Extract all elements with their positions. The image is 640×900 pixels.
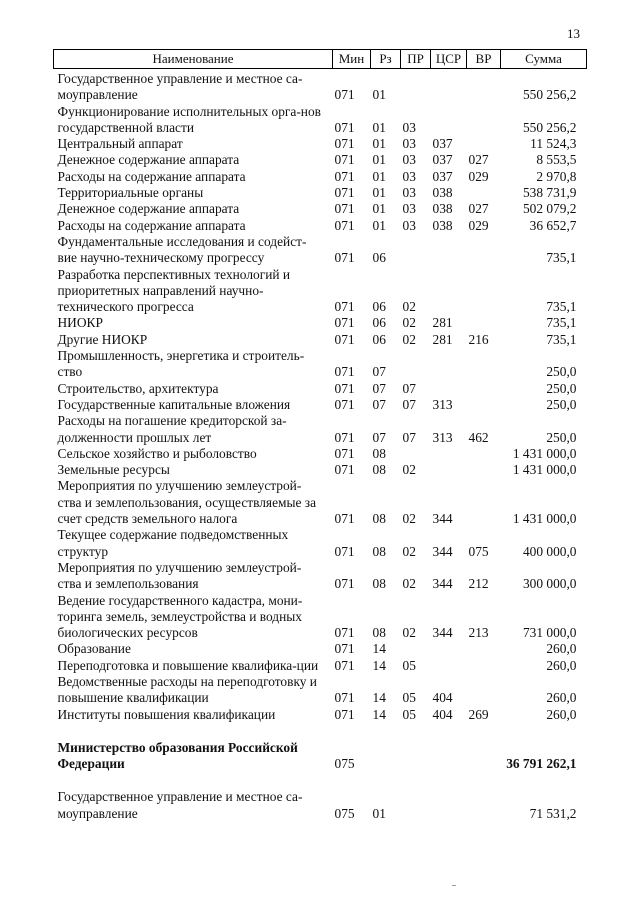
row-pr: 02 bbox=[402, 299, 416, 315]
row-sum: 260,0 bbox=[546, 690, 577, 706]
row-sum: 731 000,0 bbox=[522, 625, 577, 641]
budget-table bbox=[53, 49, 587, 822]
row-sum: 1 431 000,0 bbox=[512, 511, 577, 527]
row-name: Разработка перспективных технологий и приоритетных направлений научно-технического прогресса bbox=[57, 266, 291, 315]
row-name: Функционирование исполнительных орга-нов государственной власти bbox=[57, 103, 321, 135]
row-min: 071 bbox=[334, 690, 355, 706]
row-pr: 02 bbox=[402, 315, 416, 331]
row-vr bbox=[467, 674, 501, 707]
row-sum: 1 431 000,0 bbox=[512, 462, 577, 478]
row-csr: 344 bbox=[432, 511, 453, 527]
row-csr bbox=[431, 641, 467, 657]
row-pr: 03 bbox=[402, 185, 416, 201]
row-pr bbox=[401, 740, 431, 773]
row-sum: 1 431 000,0 bbox=[512, 445, 577, 461]
row-rz: 06 bbox=[372, 315, 386, 331]
table-row bbox=[54, 169, 587, 185]
row-csr bbox=[431, 348, 467, 381]
row-name: Министерство образования Российской Федерации bbox=[57, 739, 298, 772]
row-pr: 02 bbox=[402, 625, 416, 641]
row-vr bbox=[467, 104, 501, 137]
row-vr: 029 bbox=[468, 168, 489, 184]
row-min: 071 bbox=[334, 315, 355, 331]
row-pr: 05 bbox=[402, 690, 416, 706]
table-row bbox=[54, 413, 587, 446]
row-name: Институты повышения квалификации bbox=[57, 706, 276, 722]
row-rz: 01 bbox=[372, 805, 386, 821]
table-header-row bbox=[54, 50, 587, 69]
row-vr bbox=[467, 381, 501, 397]
row-vr bbox=[467, 315, 501, 331]
table-row bbox=[54, 397, 587, 413]
row-vr bbox=[467, 446, 501, 462]
row-sum: 11 524,3 bbox=[530, 136, 577, 152]
row-rz bbox=[371, 740, 401, 773]
row-csr: 281 bbox=[432, 331, 453, 347]
column-header-pr: ПР bbox=[401, 50, 431, 69]
table-row bbox=[54, 136, 587, 152]
row-min: 071 bbox=[334, 201, 355, 217]
row-pr: 03 bbox=[402, 217, 416, 233]
spacer-row bbox=[54, 723, 587, 740]
row-rz: 08 bbox=[372, 543, 386, 559]
row-vr: 462 bbox=[468, 429, 489, 445]
row-name: Государственное управление и местное са-моуправление bbox=[57, 71, 303, 103]
row-vr bbox=[467, 267, 501, 316]
row-pr: 02 bbox=[402, 462, 416, 478]
row-rz: 14 bbox=[372, 641, 386, 657]
row-rz: 07 bbox=[372, 429, 386, 445]
row-csr: 344 bbox=[432, 576, 453, 592]
row-vr bbox=[467, 234, 501, 267]
row-vr: 029 bbox=[468, 217, 489, 233]
row-sum: 400 000,0 bbox=[522, 543, 577, 559]
row-vr bbox=[467, 69, 501, 104]
row-pr: 05 bbox=[402, 657, 416, 673]
row-sum: 250,0 bbox=[546, 380, 577, 396]
row-rz: 01 bbox=[372, 168, 386, 184]
table-row bbox=[54, 152, 587, 168]
row-vr bbox=[467, 136, 501, 152]
row-rz: 01 bbox=[372, 185, 386, 201]
row-rz: 14 bbox=[372, 690, 386, 706]
row-min: 071 bbox=[334, 396, 355, 412]
table-row bbox=[54, 201, 587, 217]
row-name: Расходы на погашение кредиторской за-долженности прошлых лет bbox=[57, 413, 287, 445]
row-min: 071 bbox=[334, 429, 355, 445]
row-pr bbox=[401, 641, 431, 657]
row-pr: 02 bbox=[402, 511, 416, 527]
row-min: 075 bbox=[334, 756, 355, 772]
row-rz: 08 bbox=[372, 576, 386, 592]
row-vr bbox=[467, 658, 501, 674]
table-row bbox=[54, 234, 587, 267]
row-min: 071 bbox=[334, 119, 355, 135]
row-sum: 250,0 bbox=[546, 429, 577, 445]
row-csr: 404 bbox=[432, 690, 453, 706]
table-row bbox=[54, 381, 587, 397]
row-csr: 037 bbox=[432, 168, 453, 184]
row-rz: 07 bbox=[372, 380, 386, 396]
row-pr: 03 bbox=[402, 168, 416, 184]
row-min: 071 bbox=[334, 364, 355, 380]
row-csr: 404 bbox=[432, 706, 453, 722]
row-name: Текущее содержание подведомственных структур bbox=[57, 527, 289, 559]
table-row bbox=[54, 707, 587, 723]
row-sum: 538 731,9 bbox=[522, 185, 577, 201]
row-vr: 212 bbox=[468, 576, 489, 592]
row-sum: 260,0 bbox=[546, 706, 577, 722]
row-vr: 216 bbox=[468, 331, 489, 347]
row-csr: 037 bbox=[432, 136, 453, 152]
row-min: 071 bbox=[334, 462, 355, 478]
table-row bbox=[54, 560, 587, 593]
row-sum: 735,1 bbox=[546, 315, 577, 331]
row-name: Фундаментальные исследования и содейст-вие научно-техническому прогрессу bbox=[57, 233, 307, 266]
row-csr bbox=[431, 381, 467, 397]
row-name: Мероприятия по улучшению землеустрой-ства и землепользования bbox=[57, 559, 302, 592]
row-rz: 01 bbox=[372, 119, 386, 135]
row-vr bbox=[467, 348, 501, 381]
row-name: Переподготовка и повышение квалифика-ции bbox=[57, 657, 319, 673]
row-pr: 07 bbox=[402, 429, 416, 445]
row-csr: 038 bbox=[432, 201, 453, 217]
row-vr: 027 bbox=[468, 201, 489, 217]
row-csr bbox=[431, 267, 467, 316]
row-vr bbox=[467, 397, 501, 413]
row-rz: 08 bbox=[372, 511, 386, 527]
table-row bbox=[54, 478, 587, 527]
row-sum: 36 791 262,1 bbox=[506, 756, 577, 772]
row-csr bbox=[431, 740, 467, 773]
row-rz: 07 bbox=[372, 396, 386, 412]
row-vr: 075 bbox=[468, 543, 489, 559]
row-min: 071 bbox=[334, 299, 355, 315]
row-rz: 01 bbox=[372, 217, 386, 233]
column-header-name: Наименование bbox=[54, 50, 333, 69]
column-header-sum: Сумма bbox=[501, 50, 587, 69]
row-pr bbox=[401, 69, 431, 104]
row-name: Ведение государственного кадастра, мони-торинга земель, землеустройства и водных биологических ресурсов bbox=[57, 592, 303, 641]
row-name: Ведомственные расходы на переподготовку и повышение квалификации bbox=[57, 673, 317, 706]
row-csr: 038 bbox=[432, 217, 453, 233]
row-min: 071 bbox=[334, 625, 355, 641]
row-pr: 03 bbox=[402, 136, 416, 152]
row-vr: 027 bbox=[468, 152, 489, 168]
row-min: 071 bbox=[334, 445, 355, 461]
row-sum: 260,0 bbox=[546, 641, 577, 657]
row-min: 071 bbox=[334, 543, 355, 559]
row-sum: 550 256,2 bbox=[522, 119, 577, 135]
table-row bbox=[54, 104, 587, 137]
column-header-vr: ВР bbox=[467, 50, 501, 69]
table-row bbox=[54, 218, 587, 234]
row-vr bbox=[467, 641, 501, 657]
table-row bbox=[54, 185, 587, 201]
table-row bbox=[54, 315, 587, 331]
row-sum: 735,1 bbox=[546, 331, 577, 347]
row-csr bbox=[431, 69, 467, 104]
row-csr: 313 bbox=[432, 429, 453, 445]
row-vr bbox=[467, 462, 501, 478]
row-sum: 250,0 bbox=[546, 396, 577, 412]
row-min: 071 bbox=[334, 576, 355, 592]
row-pr: 05 bbox=[402, 706, 416, 722]
row-name: Промышленность, энергетика и строитель-ство bbox=[57, 348, 305, 380]
row-min: 071 bbox=[334, 87, 355, 103]
row-csr bbox=[431, 462, 467, 478]
row-pr: 03 bbox=[402, 201, 416, 217]
row-rz: 14 bbox=[372, 657, 386, 673]
row-sum: 260,0 bbox=[546, 657, 577, 673]
row-pr: 03 bbox=[402, 152, 416, 168]
scan-artifact bbox=[452, 885, 456, 886]
row-csr: 038 bbox=[432, 185, 453, 201]
page-number: 13 bbox=[567, 26, 580, 41]
row-sum: 735,1 bbox=[546, 299, 577, 315]
row-min: 071 bbox=[334, 168, 355, 184]
row-sum: 36 652,7 bbox=[529, 217, 577, 233]
table-row bbox=[54, 658, 587, 674]
row-name: Строительство, архитектура bbox=[57, 380, 219, 396]
spacer-row bbox=[54, 772, 587, 789]
row-pr bbox=[401, 446, 431, 462]
table-row bbox=[54, 593, 587, 642]
table-row bbox=[54, 674, 587, 707]
table-row bbox=[54, 527, 587, 560]
row-pr: 02 bbox=[402, 576, 416, 592]
row-csr: 281 bbox=[432, 315, 453, 331]
row-min: 071 bbox=[334, 250, 355, 266]
table-row bbox=[54, 267, 587, 316]
row-vr bbox=[467, 789, 501, 822]
row-name: Земельные ресурсы bbox=[57, 462, 170, 478]
row-min: 071 bbox=[334, 217, 355, 233]
table-row bbox=[54, 348, 587, 381]
row-min: 071 bbox=[334, 152, 355, 168]
row-pr: 07 bbox=[402, 380, 416, 396]
row-pr: 03 bbox=[402, 119, 416, 135]
row-csr: 344 bbox=[432, 625, 453, 641]
row-csr bbox=[431, 446, 467, 462]
row-pr: 07 bbox=[402, 396, 416, 412]
table-row bbox=[54, 789, 587, 822]
row-pr bbox=[401, 234, 431, 267]
row-name: Другие НИОКР bbox=[57, 331, 148, 347]
row-csr: 313 bbox=[432, 396, 453, 412]
column-header-rz: Рз bbox=[371, 50, 401, 69]
row-min: 075 bbox=[334, 805, 355, 821]
row-pr: 02 bbox=[402, 331, 416, 347]
row-min: 071 bbox=[334, 706, 355, 722]
row-sum: 8 553,5 bbox=[536, 152, 577, 168]
row-sum: 735,1 bbox=[546, 250, 577, 266]
row-vr bbox=[467, 478, 501, 527]
spacer-cell bbox=[54, 772, 587, 789]
row-min: 071 bbox=[334, 331, 355, 347]
row-name: Денежное содержание аппарата bbox=[57, 152, 240, 168]
row-csr bbox=[431, 789, 467, 822]
row-rz: 01 bbox=[372, 87, 386, 103]
row-rz: 01 bbox=[372, 201, 386, 217]
row-vr: 269 bbox=[468, 706, 489, 722]
table-row bbox=[54, 332, 587, 348]
row-name: Государственные капитальные вложения bbox=[57, 396, 291, 412]
table-row-ministry bbox=[54, 740, 587, 773]
row-csr bbox=[431, 234, 467, 267]
row-vr bbox=[467, 185, 501, 201]
row-pr bbox=[401, 789, 431, 822]
row-sum: 300 000,0 bbox=[522, 576, 577, 592]
row-min: 071 bbox=[334, 185, 355, 201]
row-csr: 037 bbox=[432, 152, 453, 168]
row-name: Расходы на содержание аппарата bbox=[57, 168, 246, 184]
row-name: Сельское хозяйство и рыболовство bbox=[57, 445, 257, 461]
row-rz: 01 bbox=[372, 136, 386, 152]
row-sum: 71 531,2 bbox=[529, 805, 577, 821]
table-row bbox=[54, 641, 587, 657]
row-name: Денежное содержание аппарата bbox=[57, 201, 240, 217]
row-name: НИОКР bbox=[57, 315, 103, 331]
row-pr bbox=[401, 348, 431, 381]
row-name: Государственное управление и местное са-моуправление bbox=[57, 789, 303, 821]
row-csr: 344 bbox=[432, 543, 453, 559]
row-rz: 01 bbox=[372, 152, 386, 168]
row-rz: 06 bbox=[372, 331, 386, 347]
row-sum: 250,0 bbox=[546, 364, 577, 380]
row-csr bbox=[431, 658, 467, 674]
row-vr bbox=[467, 740, 501, 773]
row-min: 071 bbox=[334, 136, 355, 152]
row-min: 071 bbox=[334, 657, 355, 673]
row-min: 071 bbox=[334, 380, 355, 396]
row-name: Центральный аппарат bbox=[57, 136, 183, 152]
column-header-csr: ЦСР bbox=[431, 50, 467, 69]
row-min: 071 bbox=[334, 641, 355, 657]
row-name: Мероприятия по улучшению землеустрой-ства и землепользования, осуществляемые за счет средств земельного налога bbox=[57, 478, 317, 527]
row-rz: 08 bbox=[372, 625, 386, 641]
row-vr: 213 bbox=[468, 625, 489, 641]
column-header-min: Мин bbox=[333, 50, 371, 69]
spacer-cell bbox=[54, 723, 587, 740]
row-rz: 06 bbox=[372, 250, 386, 266]
row-sum: 2 970,8 bbox=[536, 168, 577, 184]
row-rz: 14 bbox=[372, 706, 386, 722]
row-sum: 502 079,2 bbox=[522, 201, 577, 217]
table-row bbox=[54, 69, 587, 104]
row-name: Территориальные органы bbox=[57, 185, 204, 201]
row-rz: 07 bbox=[372, 364, 386, 380]
row-rz: 08 bbox=[372, 445, 386, 461]
table-row bbox=[54, 462, 587, 478]
row-csr bbox=[431, 104, 467, 137]
row-pr: 02 bbox=[402, 543, 416, 559]
row-min: 071 bbox=[334, 511, 355, 527]
row-name: Образование bbox=[57, 641, 131, 657]
row-sum: 550 256,2 bbox=[522, 87, 577, 103]
row-rz: 08 bbox=[372, 462, 386, 478]
table-row bbox=[54, 446, 587, 462]
row-name: Расходы на содержание аппарата bbox=[57, 217, 246, 233]
row-rz: 06 bbox=[372, 299, 386, 315]
